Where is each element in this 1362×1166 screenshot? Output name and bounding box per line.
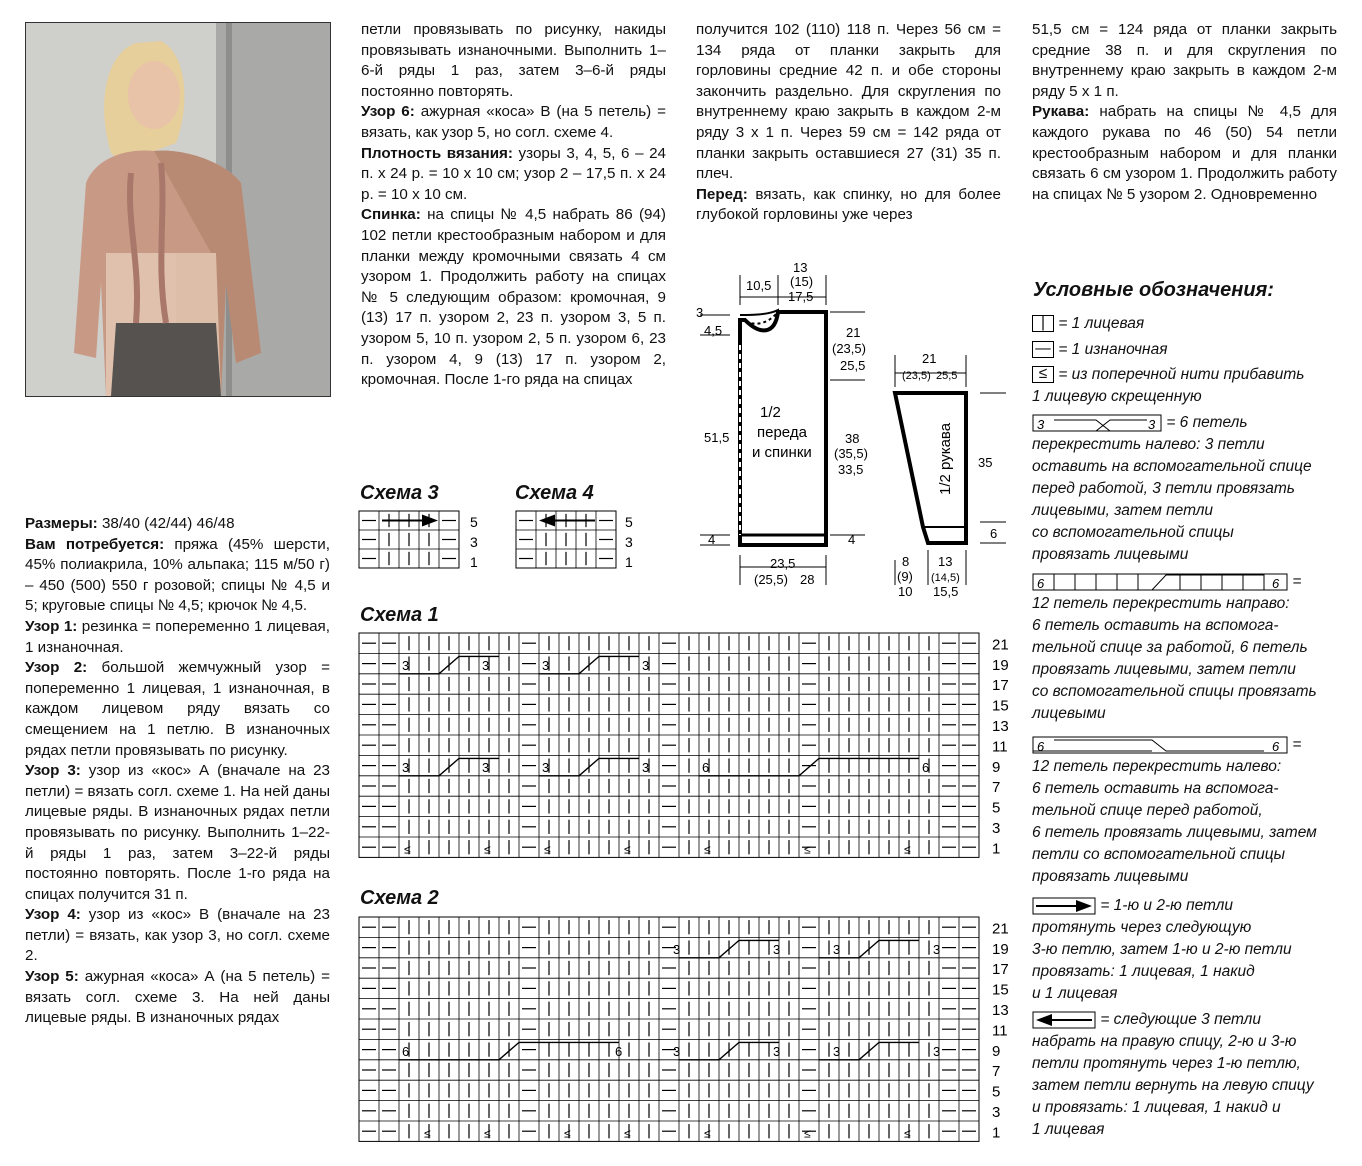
legend-purl: — = 1 изнаночная [1032,339,1167,361]
text-column-1 [25,514,330,1029]
row-number: 3 [992,1104,1001,1121]
svg-text:≤: ≤ [704,1126,711,1141]
scheme-4-title: Схема 4 [515,482,594,504]
paragraph-front-cont: 51,5 см = 124 ряда от планки закрыть средние 38 п. и для скругления по внутреннему краю закрыть в каждом 2-м ряду 5 х 1 п. [1032,21,1337,100]
svg-text:≤: ≤ [484,1126,491,1141]
paragraph-back-cont: получится 102 (110) 118 п. Через 56 см = 134 ряда от планки закрыть для горловины средние 42 п. и обе стороны закончить раздельно. Для скругления по внутреннему краю закрыть в каждом 2-м ряду 3 х 1 п. Через 59 см = 142 ряда от планки закрыть оставшиеся 27 (31) 35 п. плеч. [696,21,1001,183]
scheme-1-title: Схема 1 [360,604,439,626]
svg-text:≤: ≤ [544,842,551,857]
sleeve-dim-21: 21 [922,351,937,366]
dim-23-5b: (23,5) [832,341,866,356]
paragraph-pattern-5-cont: петли провязывать по рисунку, накиды провязывать изнаночными. Выполнить 1–6-й ряды 1 раз, затем 3–6-й ряды постоянно повторять. [361,21,666,100]
svg-text:6: 6 [402,1043,410,1059]
svg-text:6: 6 [1037,575,1045,591]
paragraph-pattern-5: Узор 5: ажурная «коса» А (на 5 петель) = вязать согл. схеме 3. На ней даны лицевые ряды. В изнаночных рядах [25,968,331,1027]
scheme-3-grid [359,511,459,568]
legend-cable-3: 3 3 = 6 петель перекрестить налево: 3 петли оставить на вспомогательной спице перед работой, 3 петли провязать лицевыми, затем петли со вспомогательной спицы провязать лицевыми [1032,414,1312,563]
dim-10-5: 10,5 [746,278,772,293]
paragraph-gauge: Плотность вязания: узоры 3, 4, 5, 6 – 24 п. х 24 р. = 10 х 10 см; узор 2 – 17,5 п. х 24 р. = 10 х 10 см. [361,144,666,203]
dim-3: 3 [696,305,704,320]
svg-text:≤: ≤ [804,842,811,857]
row-number: 21 [992,636,1009,654]
scheme-2-title: Схема 2 [360,887,439,909]
svg-text:≤: ≤ [704,842,711,857]
scheme-3-title: Схема 3 [360,482,439,504]
legend-knit: | = 1 лицевая [1032,313,1144,335]
svg-text:≤: ≤ [624,842,631,857]
text-column-3 [696,20,1001,226]
dim-25-5b: (25,5) [754,572,788,587]
dim-25-5: 25,5 [840,358,866,373]
scheme-4-row-5: 5 [625,514,633,530]
svg-text:3: 3 [833,941,841,957]
row-number: 19 [992,940,1009,958]
row-number: 13 [992,1002,1009,1019]
svg-text:6: 6 [1272,575,1280,591]
paragraph-sizes: Размеры: 38/40 (42/44) 46/48 [25,515,235,532]
legend-title: Условные обозначения: [1033,279,1274,301]
dim-35-5: (35,5) [834,446,868,461]
scheme-1-chart [358,632,1018,862]
increase-symbol-icon: ≤ [1032,366,1054,383]
row-number: 1 [992,1124,1001,1142]
svg-text:3: 3 [482,657,490,673]
svg-text:3: 3 [402,657,410,673]
text-column-4 [1032,20,1337,205]
row-number: 17 [992,677,1009,695]
row-number: 17 [992,961,1009,979]
front-back-label-3: и спинки [752,444,812,461]
legend-arrow-right: = 1-ю и 2-ю петли протянуть через следующую 3-ю петлю, затем 1-ю и 2-ю петли провязать: 1 лицевая, 1 накид и 1 лицевая [1032,897,1292,1002]
sleeve-dim-8: 8 [902,554,910,569]
row-number: 7 [992,1063,1001,1081]
svg-text:3: 3 [673,1043,681,1059]
dim-38: 38 [845,431,860,446]
scheme-3-chart [358,510,488,576]
sleeve-dim-25-5: 25,5 [936,370,958,382]
paragraph-materials: Вам потребуется: пряжа (45% шерсти, 45% полиакрила, 10% альпака; 115 м/50 г) – 450 (500) 550 г розовой; спицы № 4,5 и 5; круговые спицы № 4,5; крючок № 4,5. [25,535,330,615]
cable-6-right-symbol-icon [1032,573,1288,591]
scheme-2-row-numbers [992,920,1009,1141]
svg-text:≤: ≤ [564,1126,571,1141]
row-number: 7 [992,779,1001,797]
dim-33-5: 33,5 [838,462,864,477]
svg-text:3: 3 [642,759,650,775]
paragraph-back: Спинка: на спицы № 4,5 набрать 86 (94) 102 петли крестообразным набором и для планки между кромочными связать 4 см узором 1. Продолжить работу на спицах № 5 следующим образом: кромочная, 9 (13) 17 п. узором 2, 23 п. узором 3, 5 п. узором 5, 10 п. узором 2, 5 п. узором 6, 23 п. узором 4, 9 (13) 17 п. узором 2, кромочная. После 1-го ряда на спицах [361,206,666,389]
svg-text:3: 3 [833,1043,841,1059]
svg-text:≤: ≤ [904,1126,911,1141]
paragraph-pattern-1: Узор 1: резинка = попеременно 1 лицевая, 1 изнаночная. [25,617,331,656]
paragraph-pattern-3: Узор 3: узор из «кос» А (вначале на 23 петли) = вязать согл. схеме 1. На ней даны лицевые ряды. В изнаночных рядах петли провязывать по рисунку. Выполнить 1–22-й ряды 1 раз, затем 3–22-й ряды постоянно повторять. После 1-го ряда на спицах получится 31 п. [25,762,330,903]
dim-4-5: 4,5 [704,323,723,338]
row-number: 3 [992,820,1001,837]
arrow-left-symbol-icon [1032,1011,1096,1029]
paragraph-pattern-6: Узор 6: ажурная «коса» В (на 5 петель) = вязать, как узор 5, но согл. схеме 4. [361,103,667,141]
front-back-label-2: переда [757,424,807,441]
front-back-label-1: 1/2 [760,404,781,421]
scheme-4-grid [516,511,616,568]
dim-51-5: 51,5 [704,430,730,445]
svg-text:3: 3 [1037,416,1045,432]
svg-text:≤: ≤ [624,1126,631,1141]
row-number: 11 [992,1022,1008,1040]
row-number: 1 [992,840,1001,858]
dim-15: (15) [790,274,814,289]
purl-symbol-icon: — [1032,341,1054,358]
text-column-2 [361,20,666,391]
row-number: 21 [992,920,1009,938]
dim-4-right: 4 [848,532,856,547]
sweater-photo [25,22,331,397]
sleeve-dim-10: 10 [898,584,913,599]
svg-text:3: 3 [673,941,681,957]
sleeve-dim-9: (9) [897,569,913,584]
row-number: 9 [992,758,1001,776]
svg-text:3: 3 [1148,416,1156,432]
legend-cable-6-right: 6 6 = 12 петель перекрестить направо: 6 петель оставить на вспомога- тельной спице за работой, 6 петель провязать лицевыми, затем петли со вспомогательной спицы провязать лицевыми [1032,573,1317,722]
row-number: 5 [992,799,1001,817]
row-number: 15 [992,697,1009,715]
dim-4-left: 4 [708,532,716,547]
sleeve-outline [895,393,966,543]
paragraph-front: Перед: вязать, как спинку, но для более глубокой горловины уже через [696,185,1001,224]
sleeve-dim-35: 35 [978,455,993,470]
scheme-3-row-5: 5 [470,514,478,530]
svg-text:3: 3 [642,657,650,673]
svg-text:6: 6 [922,759,930,775]
svg-text:3: 3 [933,1043,941,1059]
svg-text:6: 6 [1037,738,1045,754]
scheme-1-grid [359,633,979,857]
svg-text:≤: ≤ [484,842,491,857]
svg-text:6: 6 [702,759,710,775]
model-illustration [26,23,330,396]
svg-text:≤: ≤ [404,842,411,857]
svg-text:3: 3 [542,759,550,775]
scheme-2-grid [359,917,979,1141]
dim-28: 28 [800,572,815,587]
sleeve-dim-13: 13 [938,554,953,569]
dim-21: 21 [846,325,861,340]
paragraph-pattern-4: Узор 4: узор из «кос» В (вначале на 23 петли) = вязать, как узор 3, но согл. схеме 2. [25,906,330,965]
scheme-3-row-1: 1 [470,554,478,570]
row-number: 9 [992,1042,1001,1060]
cable-6-left-symbol-icon [1032,736,1288,754]
paragraph-sleeves: Рукава: набрать на спицы № 4,5 для каждого рукава по 46 (50) 54 петли крестообразным набором и для планки связать 6 см узором 1. Продолжить работу на спицах № 5 узором 2. Одновременно [1032,103,1337,203]
svg-text:6: 6 [1272,738,1280,754]
svg-text:3: 3 [402,759,410,775]
dim-23-5: 23,5 [770,556,796,571]
sleeve-dim-15-5: 15,5 [933,584,959,599]
sleeve-label: 1/2 рукава [937,422,954,495]
sleeve-dim-14-5: (14,5) [931,572,960,584]
legend-cable-6-left: 6 6 = 12 петель перекрестить налево: 6 петель оставить на вспомога- тельной спице перед работой, 6 петель провязать лицевыми, затем петли со вспомогательной спицы провязать лицевыми [1032,736,1317,885]
row-number: 15 [992,981,1009,999]
sleeve-dim-6: 6 [990,526,998,541]
paragraph-pattern-2: Узор 2: большой жемчужный узор = попеременно 1 лицевая, 1 изнаночная, в каждом лицевом ряду вязать со смещением на 1 петлю. В изнаночных рядах петли провязывать по рисунку. [25,659,330,759]
cable-3-symbol-icon [1032,414,1162,432]
svg-text:3: 3 [542,657,550,673]
row-number: 11 [992,738,1008,756]
row-number: 13 [992,718,1009,735]
svg-text:3: 3 [482,759,490,775]
svg-text:≤: ≤ [424,1126,431,1141]
scheme-4-row-3: 3 [625,534,633,550]
dim-13: 13 [793,260,808,275]
svg-text:3: 3 [773,1043,781,1059]
svg-text:3: 3 [773,941,781,957]
knit-symbol-icon: | [1032,315,1054,332]
legend-arrow-left: = следующие 3 петли набрать на правую спицу, 2-ю и 3-ю петли протянуть через 1-ю петлю, затем петли вернуть на левую спицу и провязать: 1 лицевая, 1 накид и 1 лицевая [1032,1011,1314,1138]
scheme-4-row-1: 1 [625,554,633,570]
arrow-right-symbol-icon [1032,897,1096,915]
dim-17-5: 17,5 [788,289,814,304]
svg-text:≤: ≤ [804,1126,811,1141]
scheme-2-chart [358,916,1018,1146]
scheme-3-row-3: 3 [470,534,478,550]
pattern-diagram [690,255,1020,605]
svg-text:3: 3 [933,941,941,957]
svg-text:6: 6 [615,1043,623,1059]
legend-increase: ≤ = из поперечной нити прибавить 1 лицевую скрещенную [1032,365,1305,405]
sleeve-dim-23-5: (23,5) [902,370,931,382]
scheme-4-chart [515,510,645,576]
row-number: 5 [992,1083,1001,1101]
row-number: 19 [992,656,1009,674]
scheme-1-row-numbers [992,636,1009,857]
svg-text:≤: ≤ [904,842,911,857]
